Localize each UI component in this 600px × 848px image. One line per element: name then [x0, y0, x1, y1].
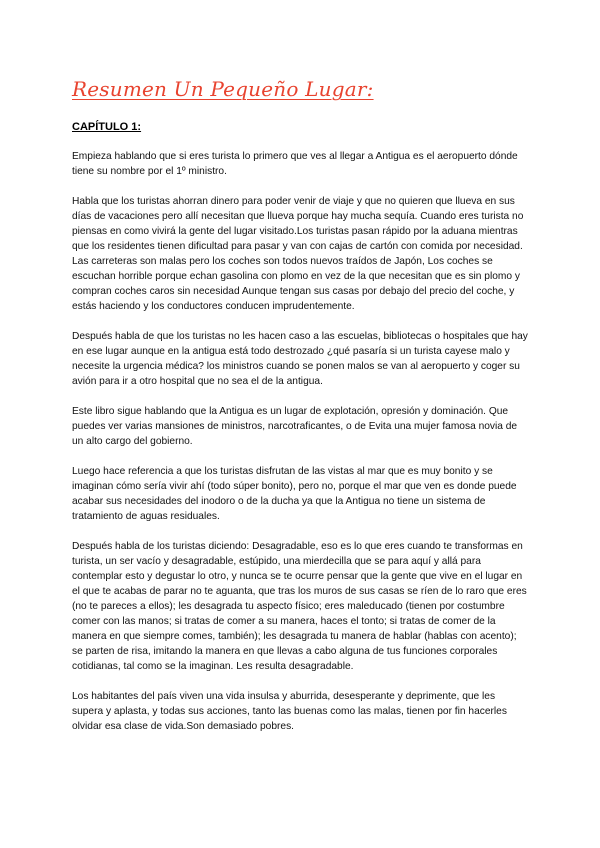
paragraph: Después habla de que los turistas no les hacen caso a las escuelas, bibliotecas o hospitales que hay en ese lugar aunque en la antigua está todo destrozado ¿qué pasaría si un turista cayese malo y necesite la urgencia médica? los ministros cuando se ponen malos se van al aeropuerto y coger su avión para ir a otro hospital que no sea el de la antigua. [72, 331, 528, 387]
document-body [72, 149, 528, 749]
paragraph: Luego hace referencia a que los turistas disfrutan de las vistas al mar que es muy bonito y se imaginan cómo sería vivir ahí (todo súper bonito), pero no, porque el mar que ven es donde puede acabar sus necesidades del inodoro o de la ducha ya que la Antigua no tiene un sistema de tratamiento de aguas residuales. [72, 466, 517, 522]
chapter-heading: CAPÍTULO 1: [72, 121, 142, 133]
paragraph: Habla que los turistas ahorran dinero para poder venir de viaje y que no quieren que llueva en sus días de vacaciones pero allí necesitan que llueva porque hay mucha sequía. Cuando eres turista no piensas en como vivirá la gente del lugar visitado.Los turistas pasan rápido por la aduana mientras que los residentes tienen dificultad para pasar y van con cajas de cartón con comida por necesidad. Las carreteras son malas pero los coches son todos nuevos traídos de Japón, Los coches se escuchan horrible porque echan gasolina con plomo en vez de la que necesitan que es sin plomo y compran coches caros sin necesidad Aunque tengan sus casas por debajo del precio del coche, y estás haciendo y los conductores conducen imprudentemente. [72, 196, 524, 312]
document-title: Resumen Un Pequeño Lugar: [72, 77, 374, 101]
paragraph: Este libro sigue hablando que la Antigua es un lugar de explotación, opresión y dominación. Que puedes ver varias mansiones de ministros, narcotraficantes, o de Evita una mujer famosa novia de un alto cargo del gobierno. [72, 406, 518, 447]
paragraph: Después habla de los turistas diciendo: Desagradable, eso es lo que eres cuando te transformas en turista, un ser vacío y desagradable, estúpido, una mierdecilla que se para aquí y allá para contemplar esto y degustar lo otro, y nunca se te ocurre pensar que la gente que vive en el lugar en el que te acabas de parar no te aguanta, que tras los muros de sus casas se ríen de lo raro que eres (no te pareces a ellos); les desagrada tu aspecto físico; eres maleducado (tienen por costumbre comer con las manos; si tratas de comer a su manera, haces el tonto; si tratas de comer de la manera en que siempre comes, también); les desagrada tu manera de hablar (hablas con acento); se parten de risa, imitando la manera en que llevas a cabo alguna de tus funciones corporales cotidianas, tal como se la imaginan. Les resulta desagradable. [72, 541, 527, 672]
paragraph: Empieza hablando que si eres turista lo primero que ves al llegar a Antigua es el aeropuerto dónde tiene su nombre por el 1º ministro. [72, 151, 518, 177]
paragraph: Los habitantes del país viven una vida insulsa y aburrida, desesperante y deprimente, que les supera y aplasta, y todas sus acciones, tanto las buenas como las malas, tienen por fin hacerles olvidar esa clase de vida.Son demasiado pobres. [72, 691, 507, 732]
